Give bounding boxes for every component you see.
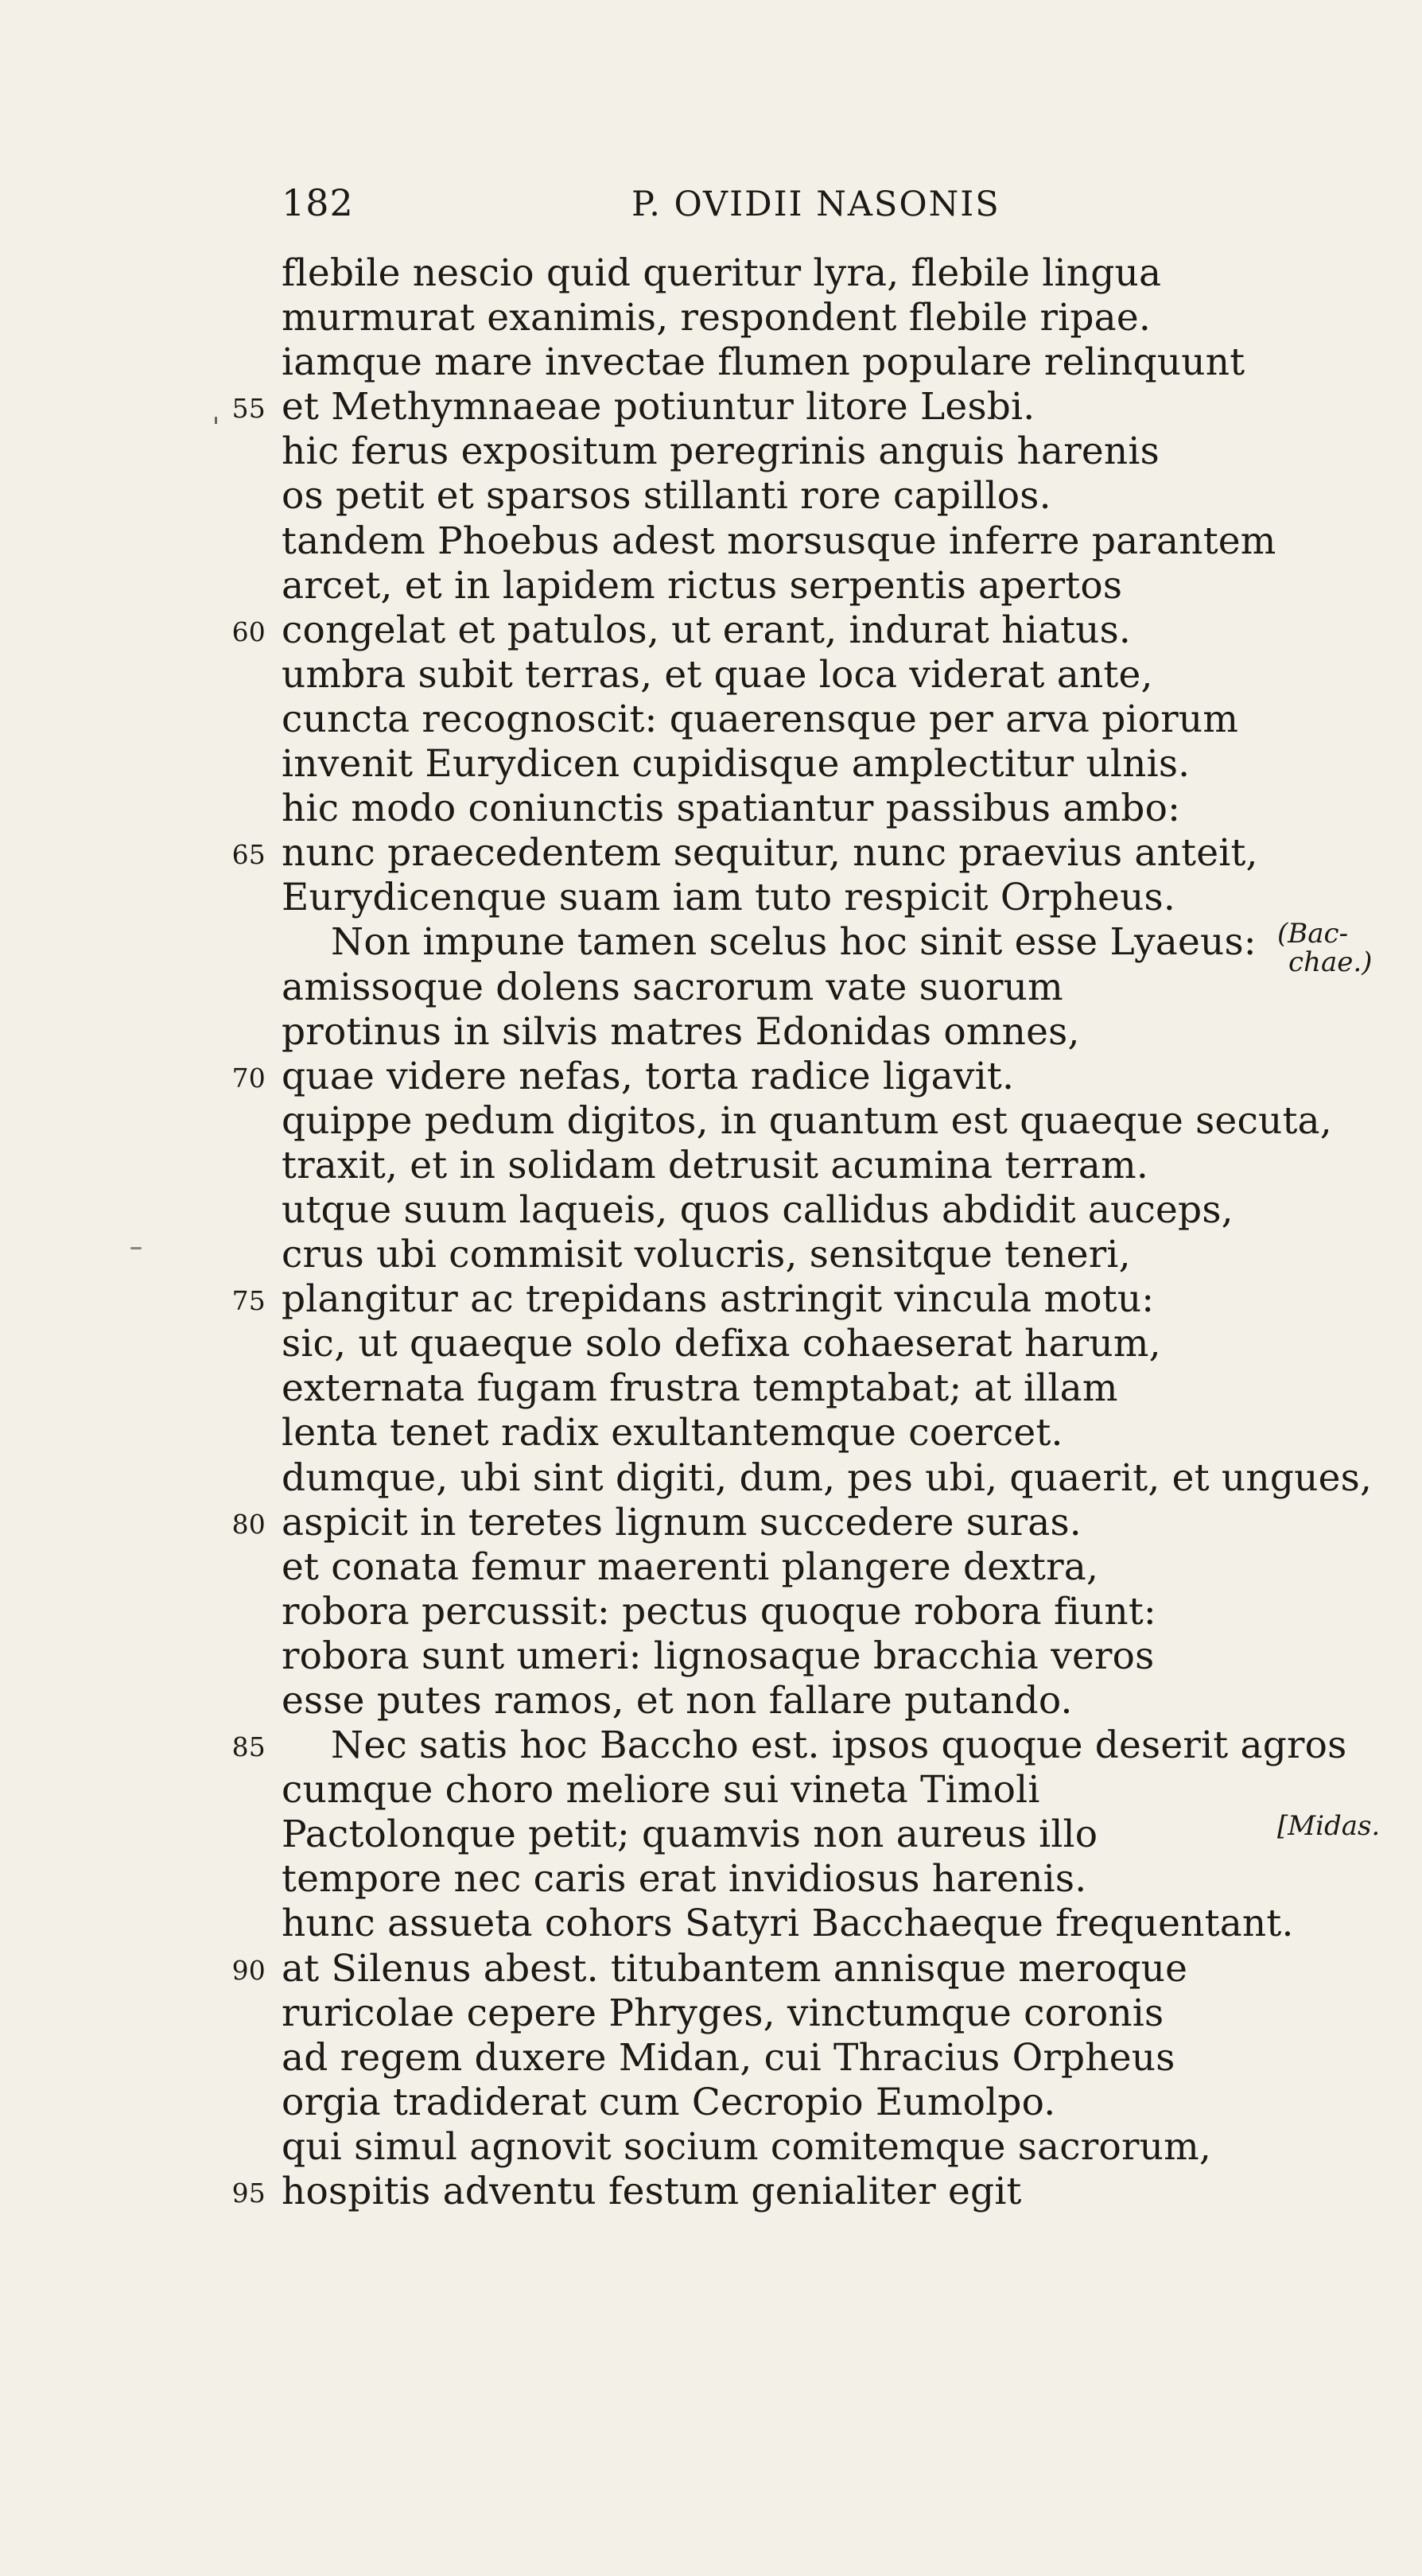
verse-text: congelat et patulos, ut erant, indurat hiatus. <box>282 608 1132 652</box>
verse-text: amissoque dolens sacrorum vate suorum <box>282 965 1063 1009</box>
verse-text: externata fugam frustra temptabat; at illam <box>282 1366 1118 1411</box>
verse-line <box>282 1813 1371 1857</box>
verse-line <box>282 474 1371 519</box>
verse-text: crus ubi commisit volucris, sensitque teneri, <box>282 1233 1131 1277</box>
verse-text: aspicit in teretes lignum succedere suras. <box>282 1500 1082 1544</box>
verse-line <box>282 697 1371 742</box>
verse-line <box>282 564 1371 608</box>
verse-line <box>282 1010 1371 1055</box>
verse-text: sic, ut quaeque solo defixa cohaeserat harum, <box>282 1322 1161 1366</box>
verse-line <box>282 2125 1371 2170</box>
verse-text-block <box>231 251 1381 2214</box>
marginal-note-line: chae.) <box>1288 946 1373 978</box>
verse-line <box>282 1679 1371 1723</box>
verse-line <box>282 429 1371 474</box>
verse-line <box>282 1144 1371 1188</box>
verse-line <box>231 831 1371 876</box>
verse-line <box>282 1366 1371 1411</box>
line-number: 85 <box>231 1731 266 1763</box>
verse-text: Eurydicenque suam iam tuto respicit Orpheus. <box>282 876 1175 920</box>
verse-line <box>282 1411 1371 1455</box>
verse-text: Pactolonque petit; quamvis non aureus illo <box>282 1813 1098 1857</box>
page-number: 182 <box>282 181 354 224</box>
verse-text: robora percussit: pectus quoque robora fiunt: <box>282 1589 1156 1634</box>
line-number: 75 <box>231 1285 266 1317</box>
verse-text: protinus in silvis matres Edonidas omnes, <box>282 1009 1080 1054</box>
verse-line <box>282 742 1371 787</box>
verse-text: iamque mare invectae flumen populare relinquunt <box>282 340 1245 385</box>
verse-line <box>282 787 1371 831</box>
verse-text: at Silenus abest. titubantem annisque meroque <box>282 1946 1188 1991</box>
verse-text: lenta tenet radix exultantemque coercet. <box>282 1411 1063 1455</box>
verse-line <box>282 1545 1371 1590</box>
line-number: 60 <box>231 616 266 647</box>
line-number: 80 <box>231 1508 266 1540</box>
verse-line <box>282 340 1371 385</box>
line-number: 70 <box>231 1062 266 1094</box>
verse-line <box>231 2170 1371 2214</box>
verse-text: esse putes ramos, et non fallare putando. <box>282 1679 1073 1723</box>
verse-line <box>282 653 1371 697</box>
verse-line <box>231 1946 1371 1991</box>
verse-text: hic modo coniunctis spatiantur passibus ambo: <box>282 787 1181 831</box>
verse-text: ad regem duxere Midan, cui Thracius Orpheus <box>282 2035 1175 2080</box>
verse-text: et conata femur maerenti plangere dextra, <box>282 1544 1099 1589</box>
verse-text: hunc assueta cohors Satyri Bacchaeque frequentant. <box>282 1902 1294 1946</box>
verse-text: arcet, et in lapidem rictus serpentis apertos <box>282 563 1123 608</box>
verse-text: invenit Eurydicen cupidisque amplectitur ulnis. <box>282 742 1191 787</box>
verse-text: os petit et sparsos stillanti rore capillos. <box>282 474 1051 519</box>
marginal-note-line: (Bac- <box>1277 917 1349 950</box>
verse-text: flebile nescio quid queritur lyra, flebile lingua <box>282 251 1162 295</box>
line-number: 65 <box>231 839 266 871</box>
verse-text: robora sunt umeri: lignosaque bracchia veros <box>282 1634 1155 1678</box>
verse-text: ruricolae cepere Phryges, vinctumque coronis <box>282 1991 1164 2035</box>
verse-line <box>282 1233 1371 1277</box>
verse-line <box>231 1723 1371 1768</box>
verse-text: traxit, et in solidam detrusit acumina terram. <box>282 1143 1148 1187</box>
running-head: P. OVIDII NASONIS <box>631 185 1000 224</box>
verse-line <box>282 519 1371 564</box>
verse-text: tempore nec caris erat invidiosus harenis. <box>282 1857 1087 1902</box>
line-number: 55 <box>231 393 266 425</box>
page-header <box>282 181 1013 229</box>
verse-text: Nec satis hoc Baccho est. ipsos quoque deserit agros <box>331 1723 1347 1768</box>
verse-text: utque suum laqueis, quos callidus abdidit auceps, <box>282 1187 1234 1232</box>
verse-line <box>282 1634 1371 1679</box>
verse-line <box>282 1099 1371 1144</box>
verse-line <box>282 251 1371 296</box>
verse-text: et Methymnaeae potiuntur litore Lesbi. <box>282 385 1035 429</box>
verse-text: Non impune tamen scelus hoc sinit esse Lyaeus: <box>331 920 1257 965</box>
verse-text: murmurat exanimis, respondent flebile ripae. <box>282 296 1152 340</box>
marginal-note <box>1277 1809 1389 1842</box>
verse-text: cumque choro meliore sui vineta Timoli <box>282 1768 1040 1813</box>
verse-line <box>282 966 1371 1010</box>
verse-text: quae videre nefas, torta radice ligavit. <box>282 1054 1015 1098</box>
verse-text: hospitis adventu festum genialiter egit <box>282 2170 1022 2214</box>
verse-line <box>231 385 1371 429</box>
verse-text: cuncta recognoscit: quaerensque per arva piorum <box>282 697 1239 741</box>
verse-line <box>282 1188 1371 1233</box>
verse-line <box>282 1590 1371 1634</box>
verse-text: plangitur ac trepidans astringit vincula motu: <box>282 1277 1155 1322</box>
verse-line <box>282 1902 1371 1946</box>
verse-line <box>231 1277 1371 1322</box>
margin-mark <box>215 417 217 424</box>
verse-line <box>282 2081 1371 2125</box>
verse-line <box>282 1322 1371 1366</box>
line-number: 90 <box>231 1954 266 1986</box>
verse-line <box>282 296 1371 340</box>
verse-line <box>231 1500 1371 1545</box>
marginal-note <box>1277 919 1389 977</box>
verse-text: umbra subit terras, et quae loca viderat ante, <box>282 652 1153 697</box>
verse-line <box>282 1768 1371 1813</box>
verse-line <box>282 1991 1371 2036</box>
verse-text: qui simul agnovit socium comitemque sacrorum, <box>282 2124 1211 2169</box>
verse-text: dumque, ubi sint digiti, dum, pes ubi, quaerit, et ungues, <box>282 1455 1373 1500</box>
verse-line <box>282 1857 1371 1902</box>
verse-line <box>282 876 1371 920</box>
verse-line <box>282 1456 1371 1501</box>
verse-text: hic ferus expositum peregrinis anguis harenis <box>282 429 1160 474</box>
verse-text: orgia tradiderat cum Cecropio Eumolpo. <box>282 2080 1056 2124</box>
verse-line <box>282 2036 1371 2081</box>
verse-line <box>231 608 1371 653</box>
verse-text: nunc praecedentem sequitur, nunc praevius anteit, <box>282 831 1258 876</box>
page-speck <box>130 1247 142 1249</box>
line-number: 95 <box>231 2178 266 2209</box>
verse-text: quippe pedum digitos, in quantum est quaeque secuta, <box>282 1098 1332 1143</box>
verse-line <box>282 920 1371 965</box>
verse-text: tandem Phoebus adest morsusque inferre parantem <box>282 519 1276 563</box>
verse-line <box>231 1054 1371 1099</box>
marginal-note-line: [Midas. <box>1277 1809 1381 1842</box>
